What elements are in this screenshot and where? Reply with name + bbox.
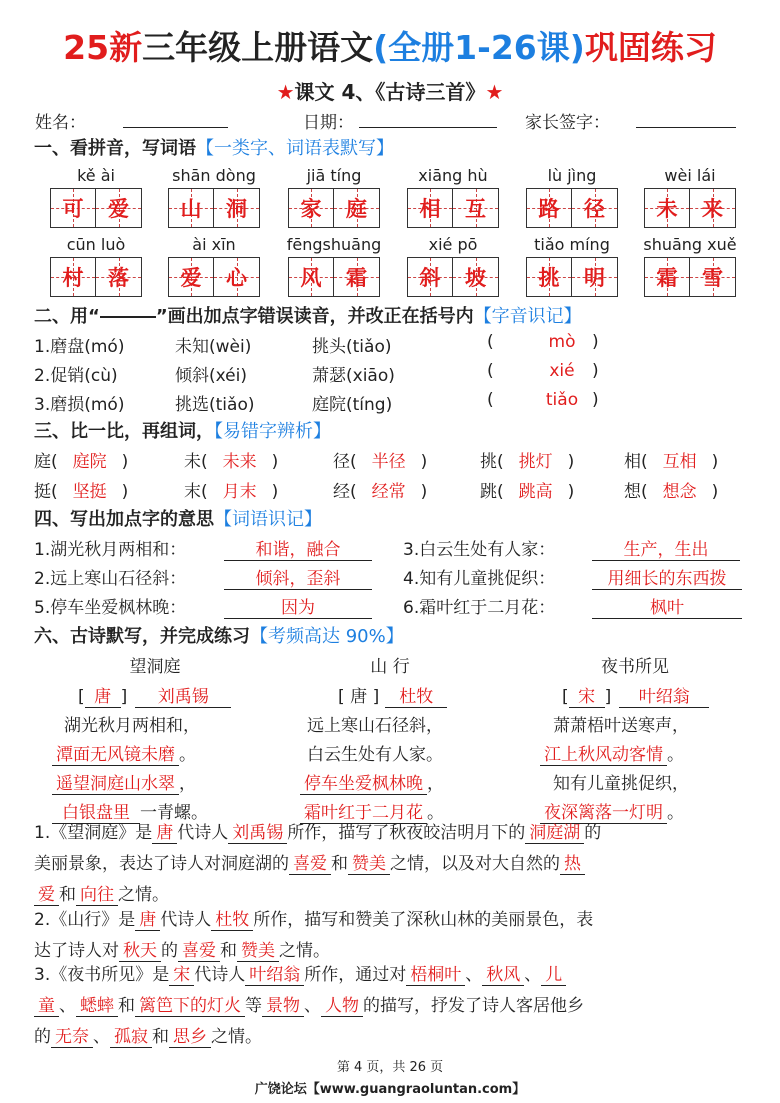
poem-text: 一青螺。 [140,803,208,823]
site-footer: 广饶论坛【www.guangraoluntan.com】 [254,1082,526,1097]
meaning-answer: 枫叶 [592,593,742,619]
pinyin-box [391,166,515,228]
grid-cell [526,257,572,297]
question-2 [34,905,749,967]
pinyin-answer: xié [549,361,575,381]
pinyin-box [391,235,515,297]
question-text: 美丽景象，表达了诗人对洞庭湖的 [34,854,289,874]
question-text: 所作，通过对 [304,965,407,985]
date-label: 日期： [303,113,354,133]
grid-cell [168,257,214,297]
question-text: 之情。 [279,941,330,961]
meaning-answer: 和谐，融合 [224,535,372,561]
grid-cell [644,188,690,228]
compare-item [333,477,427,502]
compare-char: 未( [184,452,208,472]
grid-cell [407,188,453,228]
lesson-title: 课文 4、《古诗三首》 [294,80,486,104]
pinyin-text: tiǎo míng [534,235,610,254]
compare-item [34,447,128,472]
answer-char: 落 [108,266,129,290]
poem-answer: 遥望洞庭山水翠 [52,774,179,795]
answer-char: 相 [419,197,441,221]
section-4-heading [34,505,322,531]
compare-answer: 挑灯 [518,452,553,472]
poem-dynasty: 唐 [350,687,368,707]
poem-author: 杜牧 [385,682,447,708]
answer-char: 山 [180,197,202,221]
section-3-title: 三、比一比，再组词， [34,421,214,442]
poem-line: 白云生处有人家。 [307,745,443,765]
meaning-answer: 生产，生出 [592,535,740,561]
reading-item: 萧瑟(xiāo) [312,366,395,386]
poem-answer: 白银盘里 [52,803,140,824]
poem-line [52,769,196,794]
question-text: 的 [34,1027,51,1047]
title-practice: 巩固练习 [584,28,717,67]
grid-cell [214,257,260,297]
fill-answer: 孤寂 [110,1027,152,1048]
question-text: 、 [304,996,321,1016]
compare-answer: 半径 [371,452,406,472]
grid-cell [96,188,142,228]
fill-answer: 赞美 [348,854,390,875]
title-range: (全册1-26课) [373,28,585,67]
fill-answer: 喜爱 [289,854,331,875]
poem-title: 夜书所见 [601,657,669,677]
compare-char: 挺( [34,482,58,502]
pinyin-box [34,166,158,228]
date-field[interactable] [359,127,497,128]
fill-answer: 刘禹锡 [228,823,287,844]
compare-item [624,477,718,502]
poem-author-line [562,682,709,708]
poem-dynasty: 宋 [569,682,605,708]
answer-char: 爱 [108,197,129,221]
question-text: 、 [59,996,76,1016]
fill-answer: 无奈 [51,1027,93,1048]
paren-close: ) [420,452,428,472]
fill-answer: 热 [560,854,585,875]
page-title [0,22,780,69]
bracket-open: [ [78,687,85,707]
poem-author: 叶绍翁 [619,682,709,708]
section-1-title: 一、看拼音，写词语 [34,138,196,159]
fill-answer: 童 [34,996,59,1017]
compare-char: 想( [624,482,648,502]
compare-char: 末( [184,482,208,502]
poem-line [52,740,196,765]
compare-answer: 跳高 [518,482,553,502]
fill-answer: 思乡 [169,1027,211,1048]
question-text: 所作，描写了秋夜皎洁明月下的 [287,823,526,843]
grid-cell [526,188,572,228]
poem-line: 湖光秋月两相和， [64,716,200,736]
question-text: 等 [245,996,262,1016]
star-icon: ★ [276,80,295,104]
pinyin-box [272,166,396,228]
compare-answer: 想念 [662,482,697,502]
reading-item: 2.促销(cù) [34,366,118,386]
meaning-question: 6.霜叶红于二月花： [403,598,556,618]
paren-open: ( [487,390,494,410]
answer-char: 霜 [656,266,678,290]
section-6-title: 六、古诗默写，并完成练习 [34,626,250,647]
meaning-question: 1.湖光秋月两相和： [34,540,187,560]
poem-answer: 霜叶红于二月花 [300,803,427,824]
grid-cell [453,188,499,228]
parent-signature-field[interactable] [636,127,736,128]
question-text: 、 [93,1027,110,1047]
poem-answer: 停车坐爱枫林晚 [300,774,427,795]
fill-answer: 唐 [152,823,177,844]
pinyin-box [152,235,276,297]
answer-char: 路 [538,197,560,221]
section-2-heading [34,302,582,328]
section-1-tag: 【一类字、词语表默写】 [196,138,394,159]
section-2-title-end: ”画出加点字错误读音，并改正在括号内 [155,306,474,327]
title-grade: 三年级上册语文 [142,28,374,67]
grid-cell [690,188,736,228]
fill-answer: 儿 [541,965,566,986]
lesson-subtitle [0,76,780,105]
reading-item: 庭院(tíng) [312,395,393,415]
section-6-heading [34,622,404,648]
compare-item [624,447,718,472]
section-1-heading [34,134,394,160]
poem-dynasty: 唐 [85,682,121,708]
answer-char: 明 [584,266,605,290]
question-text: 代诗人 [177,823,229,843]
paren-close: ) [271,482,279,502]
poem-author-line [78,682,231,708]
grid-cell [334,188,380,228]
section-3-tag: 【易错字辨析】 [214,421,331,442]
compare-answer: 经常 [371,482,406,502]
answer-char: 洞 [226,197,247,221]
paren-open: ( [487,361,494,381]
paren-close: ) [121,452,129,472]
answer-char: 斜 [419,266,441,290]
compare-item [184,447,278,472]
fill-answer: 景物 [262,996,304,1017]
poem-punct: ， [179,774,196,794]
reading-item: 倾斜(xéi) [175,366,247,386]
answer-char: 径 [584,197,605,221]
answer-char: 爱 [180,266,202,290]
answer-char: 来 [702,197,723,221]
poem-line: 萧萧梧叶送寒声， [553,716,689,736]
grid-cell [572,257,618,297]
section-3-heading [34,417,331,443]
question-text: 之情，以及对大自然的 [390,854,560,874]
question-text: 代诗人 [194,965,246,985]
poem-line: 远上寒山石径斜， [307,716,443,736]
meaning-question: 5.停车坐爱枫林晚： [34,598,187,618]
question-text: 3.《夜书所见》是 [34,965,170,985]
paren-close: ) [567,482,575,502]
meaning-answer: 倾斜，歪斜 [224,564,372,590]
pinyin-text: kě ài [77,166,115,185]
poem-punct: 。 [179,745,196,765]
bracket-close: ] [120,687,128,707]
pinyin-text: jiā tíng [306,166,362,185]
question-text: 达了诗人对 [34,941,119,961]
meaning-answer: 用细长的东西拨 [592,564,742,590]
poem-punct: 。 [667,745,684,765]
parent-signature-label: 家长签字： [525,113,610,133]
fill-answer: 唐 [135,910,160,931]
answer-char: 互 [465,197,486,221]
compare-item [333,447,427,472]
poem-line: 知有儿童挑促织， [553,774,689,794]
fill-answer: 梧桐叶 [406,965,465,986]
question-3 [34,960,749,1053]
fill-answer: 赞美 [237,941,279,962]
fill-answer: 叶绍翁 [245,965,304,986]
pinyin-box [152,166,276,228]
bracket-close: ] [372,687,380,707]
grid-cell [334,257,380,297]
pinyin-box [510,166,634,228]
answer-char: 家 [300,197,322,221]
compare-item [184,477,278,502]
compare-char: 跳( [480,482,504,502]
poem-answer: 潭面无风镜未磨 [52,745,179,766]
pinyin-text: fēngshuāng [286,235,382,254]
grid-cell [407,257,453,297]
grid-cell [453,257,499,297]
compare-char: 相( [624,452,648,472]
reading-item: 挑头(tiǎo) [312,337,392,357]
pinyin-text: lù jìng [547,166,597,185]
compare-char: 庭( [34,452,58,472]
question-text: 之情。 [118,885,169,905]
pinyin-text: wèi lái [664,166,716,185]
answer-char: 心 [226,266,247,290]
section-6-tag: 【考频高达 90%】 [250,626,404,647]
poem-title: 山 行 [370,657,410,677]
fill-answer: 秋天 [119,941,161,962]
grid-cell [50,188,96,228]
paren-close: ) [592,361,599,381]
question-text: 1.《望洞庭》是 [34,823,153,843]
reading-item: 1.磨盘(mó) [34,337,125,357]
compare-char: 经( [333,482,357,502]
grid-cell [50,257,96,297]
pinyin-text: xié pō [428,235,478,254]
compare-char: 挑( [480,452,504,472]
answer-char: 村 [62,266,84,290]
pinyin-box [628,166,752,228]
answer-char: 风 [300,266,322,290]
question-text: 的 [161,941,178,961]
question-text: 和 [220,941,237,961]
grid-cell [214,188,260,228]
poem-punct: 。 [667,803,684,823]
reading-item: 3.磨损(mó) [34,395,125,415]
name-field[interactable] [123,127,228,128]
question-text: 所作，描写和赞美了深秋山林的美丽景色，表 [253,910,594,930]
compare-item [480,477,574,502]
fill-answer: 洞庭湖 [525,823,584,844]
compare-answer: 未来 [222,452,257,472]
fill-answer: 人物 [321,996,363,1017]
paren-close: ) [567,452,575,472]
question-text: 、 [465,965,483,985]
question-text: 、 [524,965,542,985]
question-1 [34,818,749,911]
question-text: 和 [59,885,76,905]
pinyin-answer: mò [548,332,576,352]
poem-title: 望洞庭 [129,657,181,677]
poem-author-line [338,682,447,708]
pinyin-answer: tiǎo [545,390,579,410]
compare-item [480,447,574,472]
paren-close: ) [592,332,599,352]
fill-answer: 爱 [34,885,59,906]
meaning-question: 3.白云生处有人家： [403,540,556,560]
poem-author: 刘禹锡 [135,682,231,708]
compare-answer: 坚挺 [72,482,107,502]
section-4-tag: 【词语识记】 [214,509,322,530]
pinyin-text: xiāng hù [418,166,488,185]
question-text: 代诗人 [160,910,212,930]
bracket-open: [ [562,687,569,707]
compare-answer: 月末 [222,482,257,502]
section-2-tag: 【字音识记】 [473,306,582,327]
pinyin-text: cūn luò [66,235,126,254]
question-text: 之情。 [211,1027,262,1047]
reading-item: 挑选(tiǎo) [175,395,255,415]
paren-close: ) [711,452,719,472]
fill-answer: 蟋蟀 [76,996,118,1017]
paren-close: ) [592,390,599,410]
pinyin-text: shān dòng [172,166,256,185]
answer-char: 坡 [465,266,486,290]
paren-close: ) [121,482,129,502]
reading-item: 未知(wèi) [175,337,252,357]
grid-cell [96,257,142,297]
pinyin-text: ài xīn [192,235,236,254]
poem-line [300,769,444,794]
answer-char: 可 [62,197,84,221]
pinyin-box [628,235,752,297]
pinyin-text: shuāng xuě [643,235,737,254]
compare-char: 径( [333,452,357,472]
paren-close: ) [711,482,719,502]
compare-item [34,477,128,502]
answer-char: 挑 [538,266,560,290]
paren-open: ( [487,332,494,352]
answer-char: 未 [656,197,678,221]
paren-close: ) [271,452,279,472]
question-text: 2.《山行》是 [34,910,136,930]
fill-answer: 篱笆下的灯火 [135,996,245,1017]
poem-line [540,740,684,765]
pinyin-box [510,235,634,297]
answer-char: 雪 [702,266,723,290]
fill-answer: 秋风 [482,965,524,986]
meaning-answer: 因为 [224,593,372,619]
meaning-question: 2.远上寒山石径斜： [34,569,187,589]
section-4-title: 四、写出加点字的意思 [34,509,214,530]
bracket-close: ] [604,687,612,707]
question-text: 和 [118,996,135,1016]
fill-answer: 杜牧 [211,910,253,931]
paren-close: ) [420,482,428,502]
section-2-title-start: 二、用“ [34,306,100,327]
grid-cell [644,257,690,297]
bracket-open: [ [338,687,345,707]
title-year: 25新 [63,28,143,67]
name-label: 姓名： [35,113,86,133]
grid-cell [288,257,334,297]
pinyin-box [272,235,396,297]
grid-cell [168,188,214,228]
grid-cell [572,188,618,228]
fill-answer: 宋 [169,965,194,986]
pinyin-box [34,235,158,297]
poem-answer: 夜深篱落一灯明 [540,803,667,824]
poem-punct: ， [427,774,444,794]
question-text: 和 [331,854,348,874]
compare-answer: 互相 [662,452,697,472]
meaning-question: 4.知有儿童挑促织： [403,569,556,589]
poem-answer: 江上秋风动客情 [540,745,667,766]
question-text: 的描写，抒发了诗人客居他乡 [363,996,584,1016]
answer-char: 庭 [346,197,367,221]
fill-answer: 喜爱 [178,941,220,962]
question-text: 和 [152,1027,169,1047]
underline-sample [100,316,156,318]
fill-answer: 向往 [76,885,118,906]
poem-punct: 。 [427,803,444,823]
page-number: 第 4 页，共 26 页 [336,1060,444,1075]
compare-answer: 庭院 [72,452,107,472]
star-icon: ★ [485,80,504,104]
grid-cell [690,257,736,297]
question-text: 的 [584,823,602,843]
grid-cell [288,188,334,228]
answer-char: 霜 [346,266,367,290]
